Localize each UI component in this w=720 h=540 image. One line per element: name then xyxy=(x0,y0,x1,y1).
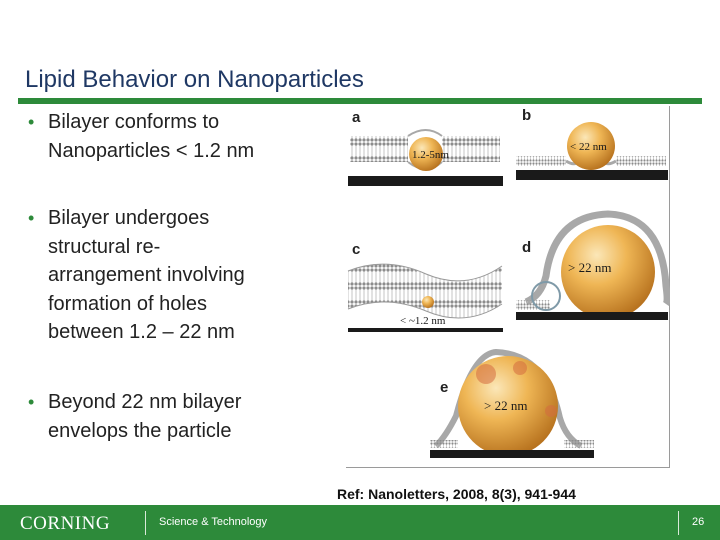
lipid-bilayer xyxy=(430,440,458,448)
bullet-line: formation of holes xyxy=(48,292,207,315)
defect-spot xyxy=(476,364,496,384)
substrate xyxy=(348,176,503,186)
lipid-bilayer xyxy=(350,136,408,162)
bullet-dot-icon: • xyxy=(28,392,35,412)
bilayer-figure-svg xyxy=(346,106,670,468)
substrate xyxy=(430,450,594,458)
lipid-bilayer xyxy=(516,156,566,166)
panel-c xyxy=(348,241,503,332)
footer-divider xyxy=(678,511,679,535)
bullet-item xyxy=(26,204,316,347)
panel-e-label: > 22 nm xyxy=(484,398,528,413)
substrate xyxy=(516,170,668,180)
footer-subtitle: Science & Technology xyxy=(159,516,268,528)
reference-citation: Ref: Nanoletters, 2008, 8(3), 941-944 xyxy=(337,486,576,502)
panel-a-letter: a xyxy=(352,109,361,126)
bullet-item xyxy=(26,108,316,165)
title-divider xyxy=(18,98,702,104)
lipid-bilayer xyxy=(616,156,666,166)
defect-spot xyxy=(513,361,527,375)
panel-c-letter: c xyxy=(352,241,361,258)
page-number: 26 xyxy=(692,516,705,528)
footer-bar xyxy=(0,505,720,540)
substrate xyxy=(348,328,503,332)
panel-a-label: 1.2-5nm xyxy=(412,149,449,161)
panel-d-label: > 22 nm xyxy=(568,260,612,275)
bilayer-figure xyxy=(346,106,670,468)
footer-divider xyxy=(145,511,146,535)
bullet-line: Beyond 22 nm bilayer xyxy=(48,391,242,413)
bullet-line: Bilayer conforms to xyxy=(48,111,220,133)
bullet-line: envelops the particle xyxy=(48,419,232,442)
lipid-bilayer xyxy=(564,440,594,448)
substrate xyxy=(516,312,668,320)
slide-title: Lipid Behavior on Nanoparticles xyxy=(25,66,364,93)
panel-b-label: < 22 nm xyxy=(570,141,607,153)
bullet-line: structural re- xyxy=(48,235,161,258)
bullet-line: Nanoparticles < 1.2 nm xyxy=(48,139,255,162)
lipid-bilayer xyxy=(348,264,502,318)
lipid-bilayer xyxy=(442,136,500,162)
bullet-dot-icon: • xyxy=(28,112,35,132)
bullet-line: Bilayer undergoes xyxy=(48,207,210,229)
panel-b xyxy=(516,107,668,180)
panel-e xyxy=(430,352,594,458)
defect-spot xyxy=(545,405,557,417)
nanoparticle xyxy=(422,296,434,308)
panel-b-letter: b xyxy=(522,107,532,124)
panel-e-letter: e xyxy=(440,379,449,396)
bullet-line: between 1.2 – 22 nm xyxy=(48,321,235,343)
bullet-line: arrangement involving xyxy=(48,264,245,286)
panel-a xyxy=(348,109,503,186)
corning-logo: CORNING xyxy=(20,513,111,534)
panel-d-letter: d xyxy=(522,239,532,256)
panel-c-label: < ~1.2 nm xyxy=(400,315,446,327)
bullet-dot-icon: • xyxy=(28,208,35,228)
panel-d xyxy=(516,214,668,320)
bullet-item xyxy=(26,388,316,445)
